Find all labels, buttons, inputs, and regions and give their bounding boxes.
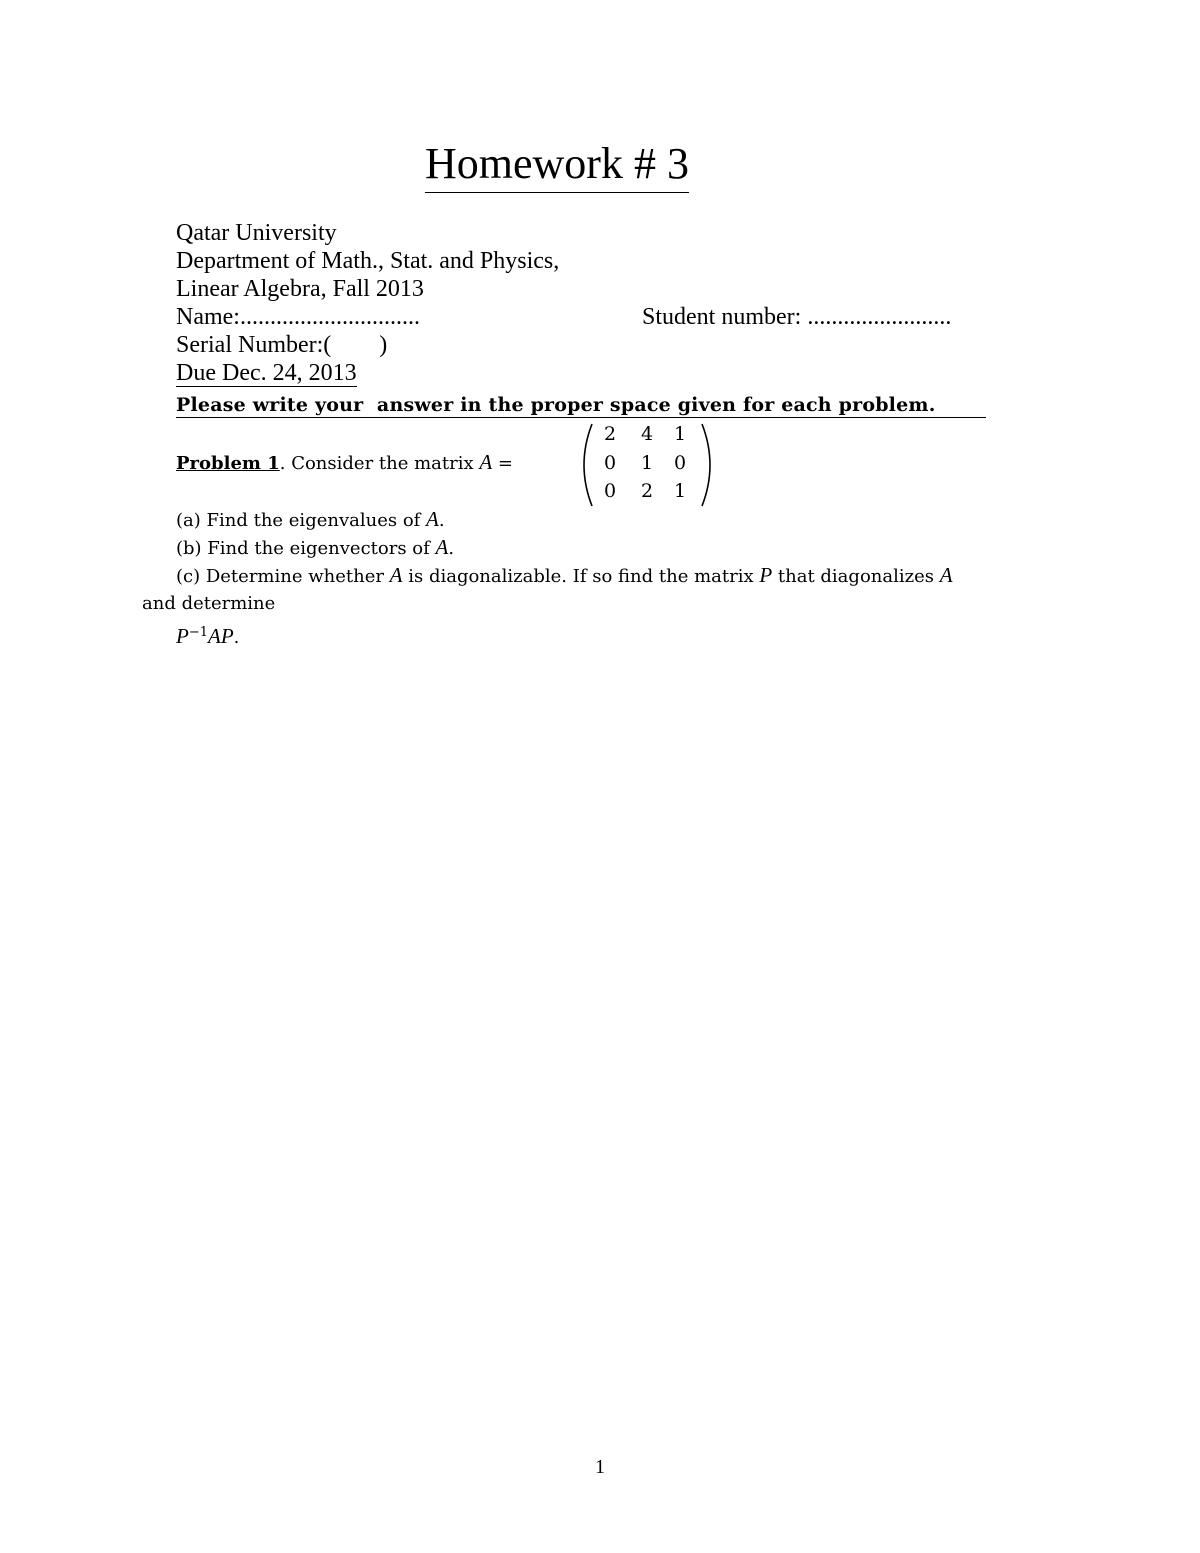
expr-end: . [233, 627, 240, 648]
matrix-cell: 2 [640, 480, 654, 502]
expr-exponent: −1 [188, 625, 208, 640]
name-dots: .............................. [239, 304, 420, 330]
expr-ap: AP [208, 624, 234, 648]
part-a-end: . [438, 510, 445, 531]
page-number: 1 [595, 1456, 605, 1478]
matrix-cell: 4 [640, 423, 654, 445]
due-date: Due Dec. 24, 2013 [176, 360, 357, 386]
department-name: Department of Math., Stat. and Physics, [176, 248, 560, 274]
equals-sign: = [492, 453, 513, 474]
university-name: Qatar University [176, 220, 337, 246]
problem-1-intro: . Consider the matrix [279, 453, 480, 474]
serial-number: Serial Number:( ) [176, 332, 388, 358]
student-number-dots: ........................ [807, 304, 952, 330]
name-label: Name: [176, 304, 240, 330]
matrix-name: A [479, 450, 493, 474]
part-c-var-p: P [759, 563, 773, 587]
student-number-line [642, 303, 951, 331]
part-c-text-1: (c) Determine whether [176, 566, 390, 587]
matrix-cell: 2 [603, 423, 617, 445]
page-title: Homework # 3 [425, 138, 689, 193]
part-a [176, 507, 445, 533]
part-b-end: . [448, 538, 455, 559]
part-c-continued: and determine [142, 593, 276, 614]
part-a-text: (a) Find the eigenvalues of [176, 510, 427, 531]
part-c-text-2: is diagonalizable. If so find the matrix [402, 566, 760, 587]
part-b [176, 535, 454, 561]
part-c-var-a: A [389, 563, 403, 587]
part-b-text: (b) Find the eigenvectors of [176, 538, 436, 559]
part-c-expression [176, 621, 239, 650]
part-b-var: A [435, 535, 449, 559]
expr-p: P [176, 624, 189, 648]
matrix-cell: 0 [673, 452, 687, 474]
matrix-a [578, 420, 716, 510]
matrix-cell: 1 [673, 480, 687, 502]
part-c-var-a2: A [939, 563, 953, 587]
student-number-label: Student number: [642, 304, 802, 330]
matrix-cell: 0 [603, 480, 617, 502]
course-name: Linear Algebra, Fall 2013 [176, 276, 424, 302]
part-c [176, 563, 953, 589]
part-a-var: A [426, 507, 439, 531]
problem-1-label: Problem 1 [176, 453, 280, 474]
instructions: Please write your answer in the proper space given for each problem. [176, 393, 986, 418]
problem-1-statement [176, 450, 513, 476]
part-c-text-3: that diagonalizes [772, 566, 940, 587]
due-date-wrap [176, 359, 357, 387]
name-line [176, 303, 420, 331]
matrix-cell: 1 [673, 423, 687, 445]
matrix-cell: 0 [603, 452, 617, 474]
matrix-cell: 1 [640, 452, 654, 474]
